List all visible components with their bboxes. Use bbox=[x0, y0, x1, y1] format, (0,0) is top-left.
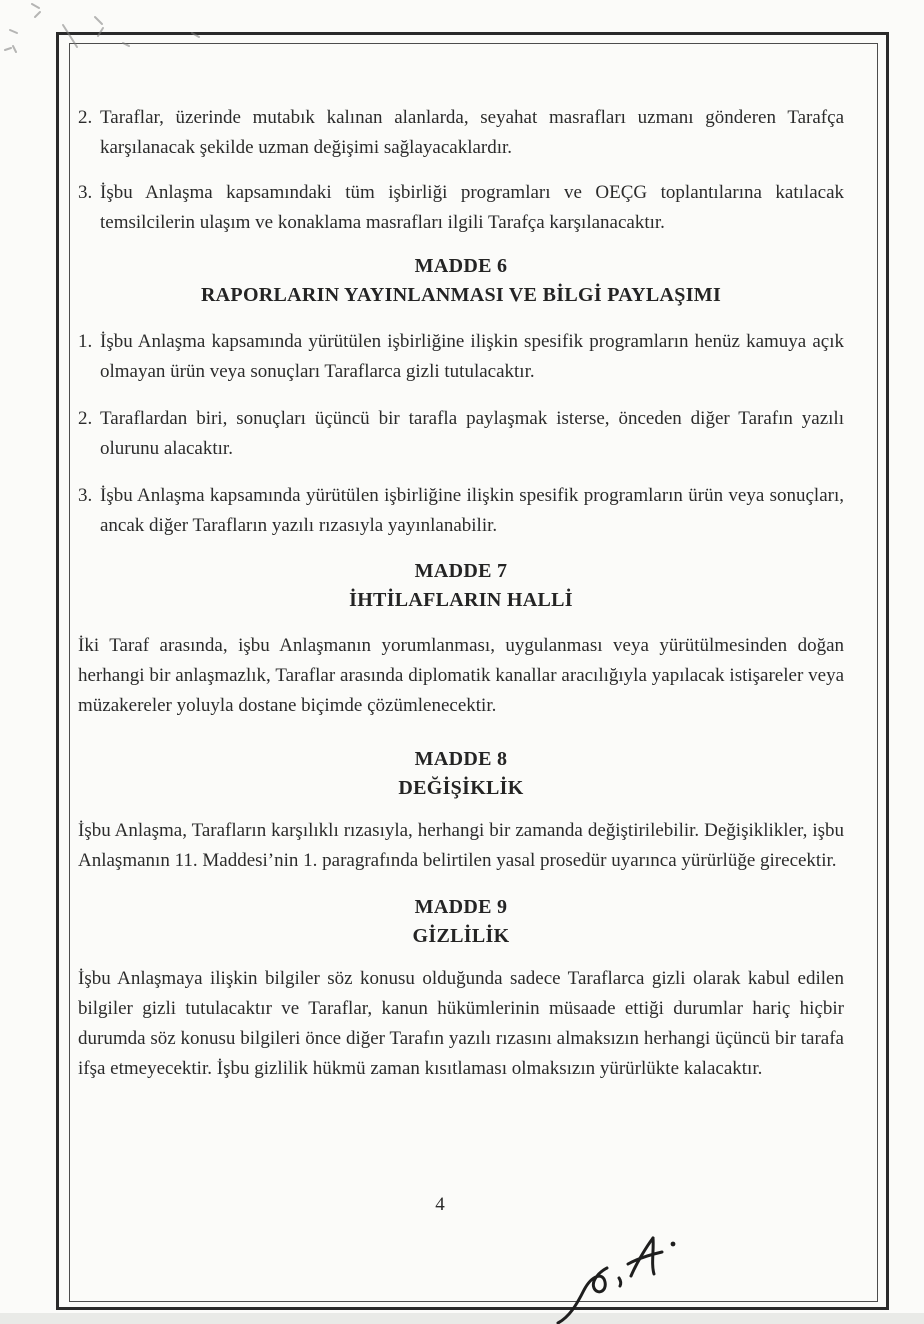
list-item bbox=[78, 327, 844, 387]
article-madde-7 bbox=[78, 557, 844, 721]
article-paragraph: İşbu Anlaşma, Tarafların karşılıklı rızasıyla, herhangi bir zamanda değiştirilebilir. Değişiklikler, işbu Anlaşmanın 11. Maddesi’nin 1. paragrafında belirtilen yasal prosedür uyarınca yürürlüğe girecektir. bbox=[78, 820, 844, 871]
article-title: MADDE 7 bbox=[414, 560, 508, 582]
article-paragraph: İşbu Anlaşmaya ilişkin bilgiler söz konusu olduğunda sadece Taraflarca gizli olarak kabul edilen bilgiler gizli tutulacaktır ve Taraflar, kanun hükümlerinin müsaade ettiği durumlar hariç hiçbir durumda söz konusu bilgileri önce diğer Tarafın yazılı rızasını almaksızın herhangi üçüncü bir tarafa ifşa etmeyecektir. İşbu gizlilik hükmü zaman kısıtlaması olmaksızın yürürlükte kalacaktır. bbox=[78, 968, 844, 1079]
list-text: Taraflar, üzerinde mutabık kalınan alanlarda, seyahat masrafları uzmanı gönderen Tarafça karşılanacak şekilde uzman değişimi sağlayacaklardır. bbox=[100, 107, 844, 158]
article-subtitle: İHTİLAFLARIN HALLİ bbox=[349, 589, 573, 611]
article-madde-6 bbox=[78, 252, 844, 541]
list-number: 3. bbox=[78, 485, 93, 506]
list-item bbox=[78, 481, 844, 541]
list-item bbox=[78, 178, 844, 238]
list-number: 2. bbox=[78, 408, 93, 429]
article-subtitle: RAPORLARIN YAYINLANMASI VE BİLGİ PAYLAŞIMI bbox=[200, 284, 722, 306]
list-number: 2. bbox=[78, 107, 93, 128]
article-title: MADDE 9 bbox=[414, 896, 508, 918]
list-number: 1. bbox=[78, 331, 93, 352]
article-madde-8 bbox=[78, 745, 844, 876]
article-title: MADDE 6 bbox=[414, 255, 508, 277]
list-number: 3. bbox=[78, 182, 93, 203]
scan-edge-shadow bbox=[0, 1313, 924, 1324]
page-number: 4 bbox=[435, 1194, 445, 1215]
article-subtitle: DEĞİŞİKLİK bbox=[398, 777, 524, 799]
list-text: İşbu Anlaşma kapsamında yürütülen işbirliğine ilişkin spesifik programların ürün veya sonuçları, ancak diğer Tarafların yazılı rızasıyla yayınlanabilir. bbox=[100, 485, 844, 536]
list-text: Taraflardan biri, sonuçları üçüncü bir tarafla paylaşmak isterse, önceden diğer Tarafın yazılı olurunu alacaktır. bbox=[100, 408, 844, 459]
list-item bbox=[78, 103, 844, 163]
article-madde-9 bbox=[78, 893, 844, 1084]
article-title: MADDE 8 bbox=[414, 748, 508, 770]
article-paragraph: İki Taraf arasında, işbu Anlaşmanın yorumlanması, uygulanması veya yürütülmesinden doğan herhangi bir anlaşmazlık, Taraflar arasında diplomatik kanallar aracılığıyla yapılacak istişareler veya müzakereler yoluyla dostane biçimde çözümlenecektir. bbox=[78, 635, 844, 716]
list-item bbox=[78, 404, 844, 464]
article-subtitle: GİZLİLİK bbox=[412, 925, 510, 947]
list-text: İşbu Anlaşma kapsamında yürütülen işbirliğine ilişkin spesifik programların henüz kamuya açık olmayan ürün veya sonuçları Taraflarca gizli tutulacaktır. bbox=[100, 331, 844, 382]
document-body bbox=[78, 43, 844, 1220]
list-text: İşbu Anlaşma kapsamındaki tüm işbirliği programları ve OEÇG toplantılarına katılacak temsilcilerin ulaşım ve konaklama masrafları ilgili Tarafça karşılanacaktır. bbox=[100, 182, 844, 233]
